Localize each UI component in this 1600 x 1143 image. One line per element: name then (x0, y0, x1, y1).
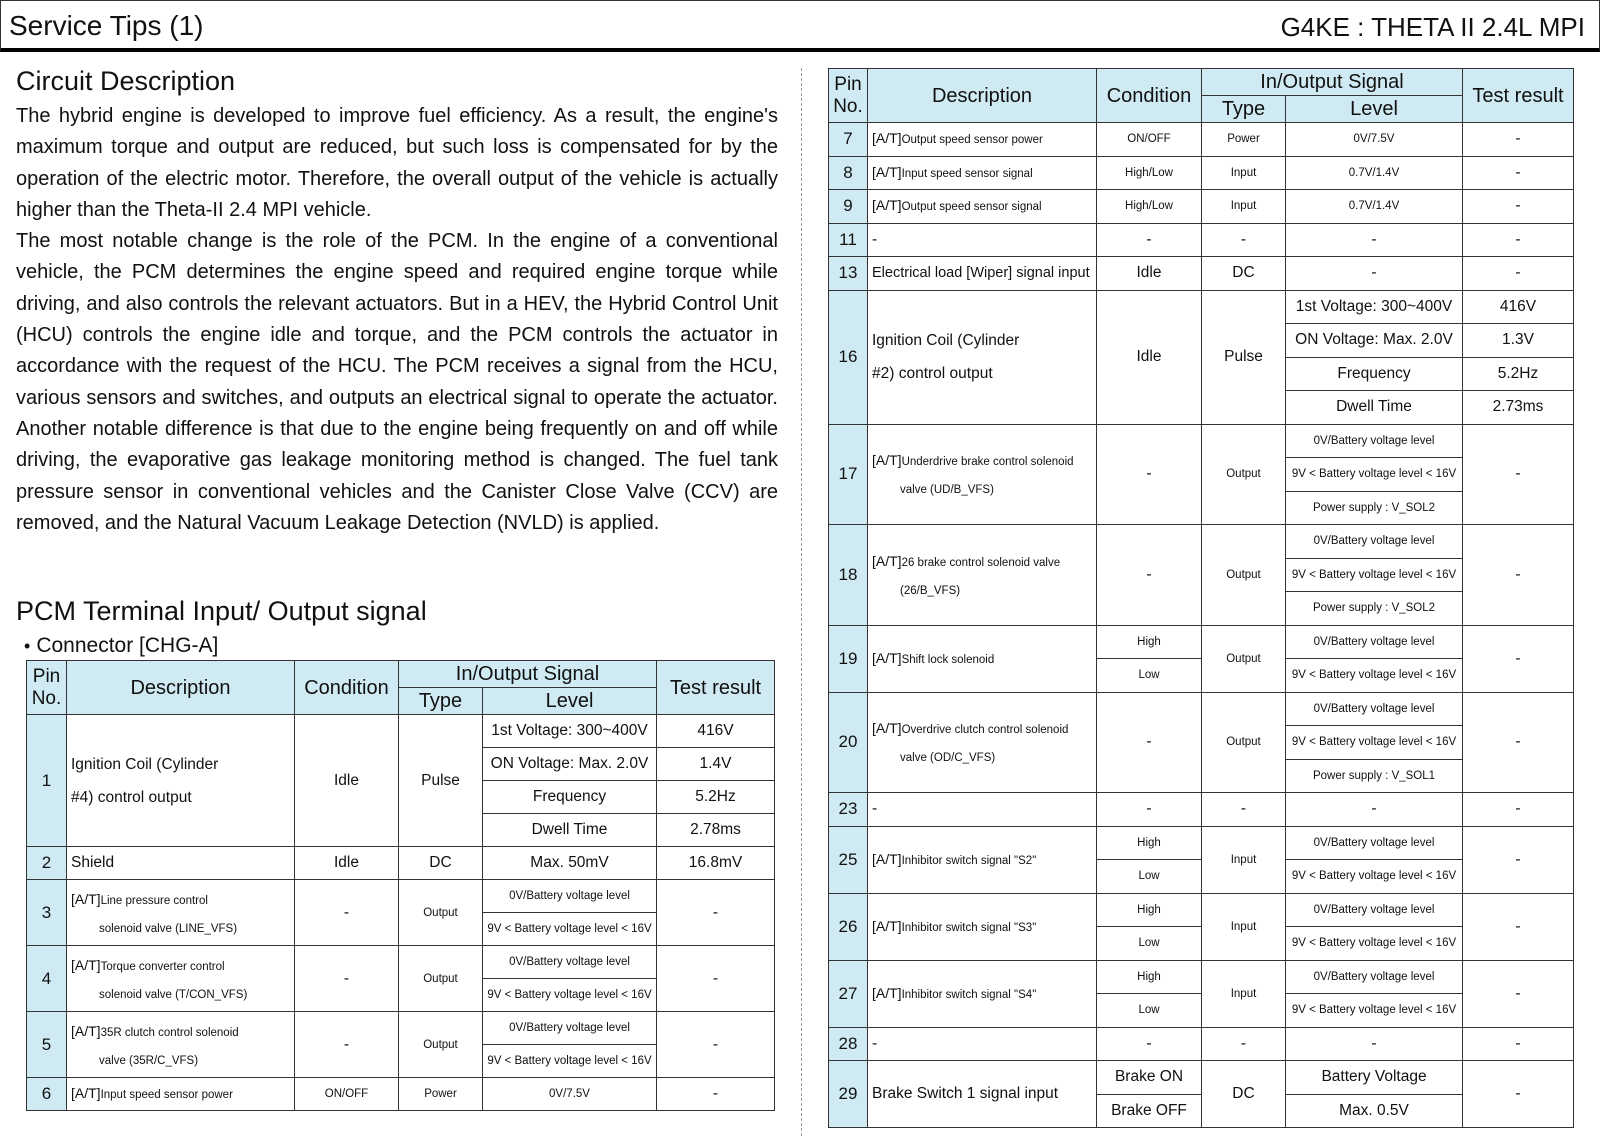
pin-description: [A/T]Underdrive brake control solenoid valve (UD/B_VFS) (868, 424, 1097, 525)
pin-description: [A/T]Inhibitor switch signal "S2" (868, 826, 1097, 893)
pin-result: - (1463, 525, 1574, 626)
pin-condition: Idle (295, 847, 399, 880)
header-test-result: Test result (657, 661, 775, 715)
pin-result: 416V (657, 715, 775, 748)
pin-condition: High/Low (1097, 156, 1202, 190)
pin-number: 17 (829, 424, 868, 525)
pin-number: 3 (27, 880, 67, 946)
pin-type: Output (1202, 525, 1286, 626)
pin-description: - (868, 1027, 1097, 1061)
table-row (829, 960, 1574, 994)
pin-level: Max. 50mV (483, 847, 657, 880)
header-description: Description (67, 661, 295, 715)
table-row (829, 257, 1574, 291)
table-row (829, 625, 1574, 659)
pin-level: 9V < Battery voltage level < 16V (1286, 927, 1463, 961)
pin-result: 2.78ms (657, 814, 775, 847)
header-level: Level (1286, 96, 1463, 123)
pin-description: [A/T]Inhibitor switch signal "S3" (868, 893, 1097, 960)
pin-result: 1.4V (657, 748, 775, 781)
pin-condition: Brake ON (1097, 1061, 1202, 1095)
table-row (829, 793, 1574, 827)
pin-level: - (1286, 223, 1463, 257)
pin-description: [A/T]Overdrive clutch control solenoid valve (OD/C_VFS) (868, 692, 1097, 793)
pin-type: Input (1202, 190, 1286, 224)
page-title: Service Tips (1) (9, 10, 204, 41)
pin-number: 13 (829, 257, 868, 291)
pin-level: 1st Voltage: 300~400V (483, 715, 657, 748)
table-row (829, 156, 1574, 190)
pin-condition: - (295, 946, 399, 1012)
pin-level: Dwell Time (1286, 391, 1463, 425)
pin-condition: Low (1097, 994, 1202, 1028)
pin-result: - (1463, 223, 1574, 257)
header-type: Type (1202, 96, 1286, 123)
pin-level: 0.7V/1.4V (1286, 156, 1463, 190)
pin-level: Power supply : V_SOL1 (1286, 759, 1463, 793)
pin-level: Battery Voltage (1286, 1061, 1463, 1095)
pin-level: 0V/Battery voltage level (483, 1012, 657, 1045)
header-description: Description (868, 69, 1097, 123)
pin-result: - (1463, 893, 1574, 960)
pin-level: 0V/7.5V (1286, 123, 1463, 157)
pin-level: ON Voltage: Max. 2.0V (1286, 324, 1463, 358)
pin-level: Dwell Time (483, 814, 657, 847)
pin-type: Output (1202, 692, 1286, 793)
pin-level: 9V < Battery voltage level < 16V (1286, 994, 1463, 1028)
pin-level: 9V < Battery voltage level < 16V (1286, 860, 1463, 894)
pin-level: 9V < Battery voltage level < 16V (1286, 458, 1463, 492)
pin-description: [A/T]Torque converter control solenoid valve (T/CON_VFS) (67, 946, 295, 1012)
pin-description: Brake Switch 1 signal input (868, 1061, 1097, 1128)
pin-condition: High/Low (1097, 190, 1202, 224)
table-row (27, 847, 775, 880)
pin-result: - (657, 880, 775, 946)
header-type: Type (399, 688, 483, 715)
pin-type: Pulse (1202, 290, 1286, 424)
header-pin: Pin No. (27, 661, 67, 715)
pin-description: [A/T]Line pressure control solenoid valve (LINE_VFS) (67, 880, 295, 946)
pin-description: Ignition Coil (Cylinder #4) control output (67, 715, 295, 847)
pin-level: 0.7V/1.4V (1286, 190, 1463, 224)
pin-level: Power supply : V_SOL2 (1286, 592, 1463, 626)
pin-number: 18 (829, 525, 868, 626)
pin-number: 1 (27, 715, 67, 847)
engine-model: G4KE : THETA II 2.4L MPI (1280, 12, 1585, 42)
pin-description: Electrical load [Wiper] signal input (868, 257, 1097, 291)
pin-type: DC (1202, 1061, 1286, 1128)
pin-condition: High (1097, 826, 1202, 860)
pin-level: 9V < Battery voltage level < 16V (1286, 659, 1463, 693)
pin-level: Max. 0.5V (1286, 1094, 1463, 1128)
pin-condition: Low (1097, 659, 1202, 693)
circuit-description (16, 66, 778, 539)
pin-level: ON Voltage: Max. 2.0V (483, 748, 657, 781)
pin-result: - (657, 1012, 775, 1078)
pcm-pin-table-right (828, 68, 1574, 1128)
pin-description: Ignition Coil (Cylinder #2) control output (868, 290, 1097, 424)
table-row (829, 424, 1574, 458)
pin-number: 29 (829, 1061, 868, 1128)
table-row (829, 525, 1574, 559)
pin-condition: - (1097, 223, 1202, 257)
pin-condition: Brake OFF (1097, 1094, 1202, 1128)
pin-result: - (1463, 625, 1574, 692)
circuit-paragraph-1: The hybrid engine is developed to improve fuel efficiency. As a result, the engine's maximum torque and output are reduced, but such loss is compensated for by the operation of the electric motor. Therefore, the overall output of the vehicle is actually higher than the Theta-II 2.4 MPI vehicle. (16, 105, 778, 221)
pin-type: Power (399, 1078, 483, 1111)
pin-result: 5.2Hz (657, 781, 775, 814)
pin-condition: High (1097, 893, 1202, 927)
connector-label (24, 634, 218, 658)
pin-number: 23 (829, 793, 868, 827)
pin-level: 0V/Battery voltage level (1286, 826, 1463, 860)
pin-number: 4 (27, 946, 67, 1012)
table-row (27, 880, 775, 913)
header-pin: Pin No. (829, 69, 868, 123)
pin-condition: - (1097, 1027, 1202, 1061)
pin-level: 0V/Battery voltage level (1286, 692, 1463, 726)
pin-number: 20 (829, 692, 868, 793)
pin-level: - (1286, 257, 1463, 291)
pin-condition: Idle (295, 715, 399, 847)
pin-result: - (657, 1078, 775, 1111)
pcm-heading: PCM Terminal Input/ Output signal (16, 596, 427, 626)
pin-number: 7 (829, 123, 868, 157)
pin-number: 16 (829, 290, 868, 424)
pin-condition: ON/OFF (295, 1078, 399, 1111)
pin-description: [A/T]Output speed sensor signal (868, 190, 1097, 224)
pin-level: 0V/7.5V (483, 1078, 657, 1111)
pin-condition: High (1097, 960, 1202, 994)
table-row (829, 290, 1574, 324)
pin-level: 0V/Battery voltage level (1286, 625, 1463, 659)
table-row (27, 1078, 775, 1111)
pin-level: 1st Voltage: 300~400V (1286, 290, 1463, 324)
pin-type: Output (1202, 625, 1286, 692)
pin-condition: Low (1097, 860, 1202, 894)
pin-type: Input (1202, 893, 1286, 960)
pin-type: Input (1202, 960, 1286, 1027)
table-row (829, 893, 1574, 927)
pin-result: - (1463, 793, 1574, 827)
table-row (829, 123, 1574, 157)
pin-level: Frequency (1286, 357, 1463, 391)
pin-description: [A/T]Inhibitor switch signal "S4" (868, 960, 1097, 1027)
pin-description: [A/T]Output speed sensor power (868, 123, 1097, 157)
pin-level: 0V/Battery voltage level (483, 946, 657, 979)
pin-number: 5 (27, 1012, 67, 1078)
pin-condition: - (1097, 692, 1202, 793)
pin-result: - (1463, 190, 1574, 224)
table-row (27, 715, 775, 748)
table-row (829, 826, 1574, 860)
circuit-heading: Circuit Description (16, 66, 236, 96)
header-condition: Condition (295, 661, 399, 715)
pin-level: - (1286, 793, 1463, 827)
pin-result: - (1463, 156, 1574, 190)
pin-result: 16.8mV (657, 847, 775, 880)
pin-condition: - (295, 1012, 399, 1078)
pin-result: - (1463, 692, 1574, 793)
pin-description: Shield (67, 847, 295, 880)
pin-condition: - (1097, 424, 1202, 525)
pin-type: - (1202, 223, 1286, 257)
pin-condition: ON/OFF (1097, 123, 1202, 157)
pin-level: 9V < Battery voltage level < 16V (483, 913, 657, 946)
bullet-icon: • (24, 636, 31, 656)
pin-description: - (868, 793, 1097, 827)
pin-level: - (1286, 1027, 1463, 1061)
pin-type: Input (1202, 156, 1286, 190)
pin-number: 9 (829, 190, 868, 224)
pin-condition: Idle (1097, 290, 1202, 424)
pin-level: 9V < Battery voltage level < 16V (1286, 726, 1463, 760)
pin-number: 25 (829, 826, 868, 893)
pin-level: 0V/Battery voltage level (483, 880, 657, 913)
pin-description: - (868, 223, 1097, 257)
table-row (27, 946, 775, 979)
pin-condition: Low (1097, 927, 1202, 961)
pin-number: 6 (27, 1078, 67, 1111)
pin-condition: High (1097, 625, 1202, 659)
pin-condition: - (1097, 525, 1202, 626)
header-io-signal: In/Output Signal (399, 661, 657, 688)
pin-condition: - (295, 880, 399, 946)
header-level: Level (483, 688, 657, 715)
pin-level: 0V/Battery voltage level (1286, 893, 1463, 927)
pin-level: 0V/Battery voltage level (1286, 525, 1463, 559)
pin-number: 26 (829, 893, 868, 960)
pin-level: Power supply : V_SOL2 (1286, 491, 1463, 525)
circuit-paragraph-2: The most notable change is the role of the PCM. In the engine of a conventional vehicle, the PCM determines the engine speed and required engine torque while driving, and also controls the relevant actuators. But in a HEV, the Hybrid Control Unit (HCU) controls the engine idle and torque, and the PCM controls the actuator in accordance with the request of the HCU. The PCM receives a signal from the HCU, various sensors and switches, and outputs an electrical signal to operate the actuator. Another notable difference is that due to the engine being frequently on and off while driving, the evaporative gas leakage monitoring method is changed. The fuel tank pressure sensor in conventional vehicles and the Canister Close Valve (CCV) are removed, and the Natural Vacuum Leakage Detection (NVLD) is applied. (16, 230, 778, 534)
pin-type: DC (399, 847, 483, 880)
pin-result: - (1463, 424, 1574, 525)
pin-result: - (1463, 960, 1574, 1027)
pin-number: 2 (27, 847, 67, 880)
table-row (829, 1061, 1574, 1095)
pin-type: - (1202, 1027, 1286, 1061)
pin-level: Frequency (483, 781, 657, 814)
pin-number: 19 (829, 625, 868, 692)
page-header (0, 0, 1600, 52)
pin-number: 27 (829, 960, 868, 1027)
pin-result: - (1463, 1061, 1574, 1128)
table-row (27, 1012, 775, 1045)
pin-condition: - (1097, 793, 1202, 827)
pin-description: [A/T]35R clutch control solenoid valve (35R/C_VFS) (67, 1012, 295, 1078)
pin-type: Output (399, 880, 483, 946)
pin-number: 11 (829, 223, 868, 257)
pin-result: 1.3V (1463, 324, 1574, 358)
pin-description: [A/T]Input speed sensor power (67, 1078, 295, 1111)
pin-number: 8 (829, 156, 868, 190)
pin-type: Output (399, 1012, 483, 1078)
pin-result: - (1463, 826, 1574, 893)
header-test-result: Test result (1463, 69, 1574, 123)
pin-type: Input (1202, 826, 1286, 893)
pin-result: 2.73ms (1463, 391, 1574, 425)
table-row (829, 190, 1574, 224)
table-row (829, 223, 1574, 257)
pin-result: - (1463, 1027, 1574, 1061)
pin-type: DC (1202, 257, 1286, 291)
pin-description: [A/T]26 brake control solenoid valve (26/B_VFS) (868, 525, 1097, 626)
pcm-pin-table-left (26, 660, 775, 1111)
pin-result: 5.2Hz (1463, 357, 1574, 391)
pin-level: 9V < Battery voltage level < 16V (483, 1045, 657, 1078)
column-divider (801, 68, 802, 1136)
pin-level: 0V/Battery voltage level (1286, 960, 1463, 994)
pin-result: 416V (1463, 290, 1574, 324)
pin-level: 0V/Battery voltage level (1286, 424, 1463, 458)
pin-description: [A/T]Input speed sensor signal (868, 156, 1097, 190)
pin-type: Output (1202, 424, 1286, 525)
pin-result: - (657, 946, 775, 1012)
pin-type: Pulse (399, 715, 483, 847)
header-io-signal: In/Output Signal (1202, 69, 1463, 96)
pin-result: - (1463, 123, 1574, 157)
pin-type: Output (399, 946, 483, 1012)
pin-level: 9V < Battery voltage level < 16V (1286, 558, 1463, 592)
table-row (829, 692, 1574, 726)
pin-description: [A/T]Shift lock solenoid (868, 625, 1097, 692)
pin-type: - (1202, 793, 1286, 827)
connector-text: Connector [CHG-A] (36, 634, 219, 657)
pin-type: Power (1202, 123, 1286, 157)
pin-result: - (1463, 257, 1574, 291)
pin-condition: Idle (1097, 257, 1202, 291)
pin-level: 9V < Battery voltage level < 16V (483, 979, 657, 1012)
pin-number: 28 (829, 1027, 868, 1061)
table-row (829, 1027, 1574, 1061)
header-condition: Condition (1097, 69, 1202, 123)
